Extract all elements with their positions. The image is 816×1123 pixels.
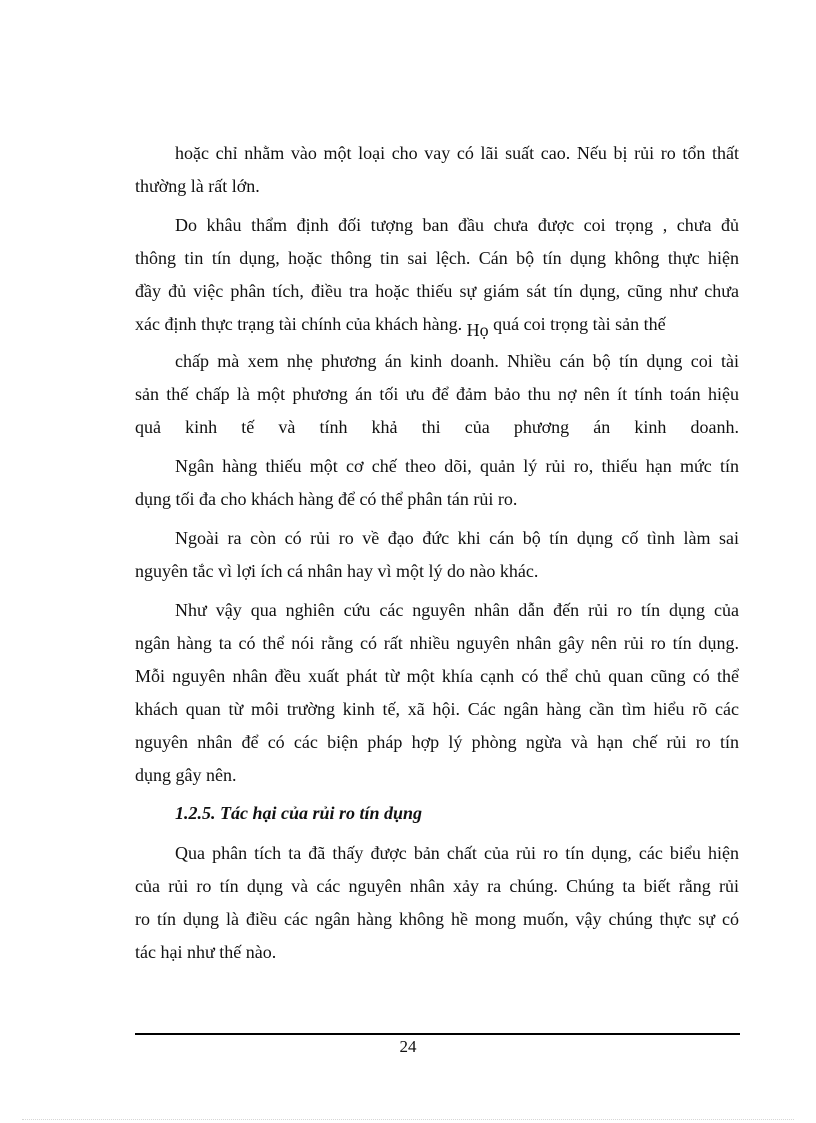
text-line: của rủi ro tín dụng và các nguyên nhân xảy ra chúng. Chúng ta biết rằng rủi [135,876,739,896]
section-heading: 1.2.5. Tác hại của rủi ro tín dụng [175,803,423,823]
page-number: 24 [399,1037,417,1056]
page-bottom-border [22,1119,794,1120]
paragraph-4 [135,450,739,516]
text-line: khách quan từ môi trường kinh tế, xã hội. Các ngân hàng cần tìm hiểu rõ các [135,699,739,719]
text-span: xác định thực trạng tài chính của khách hàng. [135,314,463,334]
paragraph-7 [135,837,739,969]
text-line: Ngân hàng thiếu một cơ chế theo dõi, quản lý rủi ro, thiếu hạn mức tín [175,456,739,476]
text-line: hoặc chỉ nhằm vào một loại cho vay có lãi suất cao. Nếu bị rủi ro tổn thất [175,143,739,163]
paragraph-5 [135,522,739,588]
text-line: dụng tối đa cho khách hàng để có thể phân tán rủi ro. [135,489,518,509]
text-line: Như vậy qua nghiên cứu các nguyên nhân dẫn đến rủi ro tín dụng của [175,600,739,620]
text-line: Mỗi nguyên nhân đều xuất phát từ một khía cạnh có thể chủ quan cũng có thể [135,666,739,686]
text-span: quá coi trọng tài sản thế [493,314,666,334]
text-line: sản thế chấp là một phương án tối ưu để đảm bảo thu nợ nên ít tính toán hiệu [135,384,739,404]
text-line: quả kinh tế và tính khả thi của phương án kinh doanh. [135,417,739,437]
text-line: chấp mà xem nhẹ phương án kinh doanh. Nhiều cán bộ tín dụng coi tài [175,351,739,371]
text-line: nguyên tắc vì lợi ích cá nhân hay vì một lý do nào khác. [135,561,539,581]
footer-rule [135,1033,740,1035]
text-line: Do khâu thẩm định đối tượng ban đầu chưa được coi trọng , chưa đủ [175,215,739,235]
text-line: tác hại như thế nào. [135,942,277,962]
text-line: nguyên nhân để có các biện pháp hợp lý phòng ngừa và hạn chế rủi ro tín [135,732,739,752]
text-line: Ngoài ra còn có rủi ro về đạo đức khi cán bộ tín dụng cố tình làm sai [175,528,739,548]
text-line [135,308,739,341]
word-ho: Họ [466,320,489,340]
text-line: dụng gây nên. [135,765,237,785]
text-line: thường là rất lớn. [135,176,260,196]
paragraph-1 [135,137,739,203]
paragraph-3 [135,345,739,444]
paragraph-6 [135,594,739,792]
paragraph-2 [135,209,739,341]
text-line: đầy đủ việc phân tích, điều tra hoặc thiếu sự giám sát tín dụng, cũng như chưa [135,281,739,301]
text-line: thông tin tín dụng, hoặc thông tin sai lệch. Cán bộ tín dụng không thực hiện [135,248,739,268]
text-line: ro tín dụng là điều các ngân hàng không hề mong muốn, vậy chúng thực sự có [135,909,739,929]
text-line: ngân hàng ta có thể nói rằng có rất nhiều nguyên nhân gây nên rủi ro tín dụng. [135,633,739,653]
text-line: Qua phân tích ta đã thấy được bản chất của rủi ro tín dụng, các biểu hiện [175,843,739,863]
